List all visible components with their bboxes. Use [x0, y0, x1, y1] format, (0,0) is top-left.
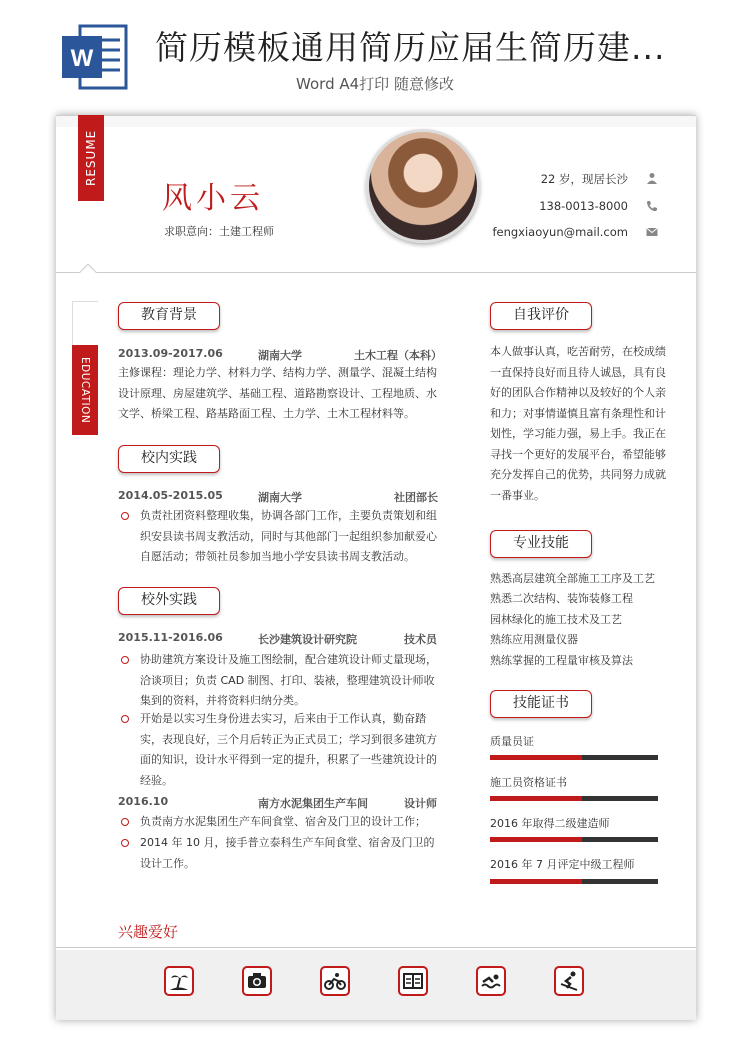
cert-bar-fill — [490, 837, 582, 842]
section-skills-title: 专业技能 — [490, 530, 592, 558]
top-header — [0, 0, 750, 110]
external-role-2: 设计师 — [404, 797, 437, 810]
resume-tab: RESUME — [78, 115, 104, 201]
external-period-1: 2015.11-2016.06 — [118, 631, 223, 644]
cert-label: 2016 年取得二级建造师 — [490, 817, 610, 830]
campus-row — [118, 489, 440, 503]
campus-role: 社团部长 — [394, 491, 438, 504]
word-icon-letter: W — [70, 45, 94, 72]
hobbies-band — [56, 950, 696, 1020]
reading-icon — [398, 966, 428, 996]
hobbies-divider — [56, 947, 696, 948]
education-major: 土木工程（本科） — [354, 349, 442, 362]
self-evaluation: 本人做事认真，吃苦耐劳，在校成绩一直保持良好而且待人诚恳，具有良好的团队合作精神以及较好的个人亲和力；对事情谨慎且富有条理性和计划性，学习能力强，易上手。我正在寻找一个更好的发展平台，希望能够充分发挥自己的优势，共同努力成就一番事业。 — [490, 345, 666, 502]
external-org-1: 长沙建筑设计研究院 — [258, 633, 357, 646]
page-title: 简历模板通用简历应届生简历建... — [155, 28, 666, 67]
cert-label: 质量员证 — [490, 735, 534, 748]
divider-notch — [80, 264, 97, 281]
campus-period: 2014.05-2015.05 — [118, 489, 223, 502]
cert-bar — [490, 755, 658, 760]
education-tab-label: EDUCATION — [72, 345, 98, 435]
education-tab — [72, 301, 98, 435]
header-divider — [56, 272, 696, 273]
education-courses: 主修课程：理论力学、材料力学、结构力学、测量学、混凝土结构设计原理、房屋建筑学、基础工程、道路勘察设计、工程地质、水文学、桥梁工程、路基路面工程、土力学、土木工程材料等。 — [118, 366, 437, 420]
external-bullet-1b: 开始是以实习生身份进去实习，后来由于工作认真，勤奋踏实，表现良好，三个月后转正为正式员工；学习到很多建筑方面的知识，设计水平得到一定的提升，积累了一些建筑设计的经验。 — [118, 709, 440, 791]
education-tab-top — [72, 301, 98, 347]
section-education-title: 教育背景 — [118, 302, 220, 330]
beach-icon — [164, 966, 194, 996]
section-certs-title: 技能证书 — [490, 690, 592, 718]
skill-item: 园林绿化的施工技术及工艺 — [490, 613, 622, 626]
campus-bullet: 负责社团资料整理收集，协调各部门工作，主要负责策划和组织安县读书周支教活动，同时与其他部门一起组织参加献爱心自愿活动；带领社员参加当地小学安县读书周支教活动。 — [118, 506, 440, 568]
education-period: 2013.09-2017.06 — [118, 347, 223, 360]
cycling-icon — [320, 966, 350, 996]
skill-item: 熟悉二次结构、装饰装修工程 — [490, 592, 633, 605]
phone-icon — [646, 200, 658, 212]
job-intent: 求职意向：土建工程师 — [164, 225, 274, 238]
camera-icon — [242, 966, 272, 996]
profile-photo — [366, 129, 480, 243]
external-row-2 — [118, 795, 440, 809]
skiing-icon — [554, 966, 584, 996]
skill-item: 熟练应用测量仪器 — [490, 633, 578, 646]
candidate-name: 风小云 — [162, 181, 264, 216]
education-school: 湖南大学 — [258, 349, 302, 362]
swimming-icon — [476, 966, 506, 996]
external-bullet-2a: 负责南方水泥集团生产车间食堂、宿舍及门卫的设计工作； — [118, 812, 440, 833]
cert-bar-fill — [490, 755, 582, 760]
contact-email: fengxiaoyun@mail.com — [492, 225, 628, 239]
skill-item: 熟练掌握的工程量审核及算法 — [490, 654, 633, 667]
external-bullet-2b: 2014 年 10 月，接手普立泰科生产车间食堂、宿舍及门卫的设计工作。 — [118, 833, 440, 874]
contact-phone: 138-0013-8000 — [539, 199, 628, 213]
external-bullet-1a: 协助建筑方案设计及施工图绘制，配合建筑设计师丈量现场，洽谈项目；负责 CAD 制图、打印、装裱，整理建筑设计师收集到的资料，并将资料归纳分类。 — [118, 650, 440, 712]
cert-bar-fill — [490, 796, 582, 801]
skill-item: 熟悉高层建筑全部施工工序及工艺 — [490, 572, 655, 585]
cert-bar-fill — [490, 879, 582, 884]
person-icon — [646, 172, 658, 184]
page-subtitle: Word A4打印 随意修改 — [296, 75, 454, 93]
sheet-top-band — [56, 115, 696, 127]
cert-label: 2016 年 7 月评定中级工程师 — [490, 858, 635, 871]
campus-org: 湖南大学 — [258, 491, 302, 504]
cert-bar — [490, 879, 658, 884]
hobbies-title: 兴趣爱好 — [118, 923, 179, 941]
cert-bar — [490, 837, 658, 842]
contact-age: 22 岁，现居长沙 — [540, 172, 628, 186]
section-self-title: 自我评价 — [490, 302, 592, 330]
external-role-1: 技术员 — [404, 633, 437, 646]
external-period-2: 2016.10 — [118, 795, 169, 808]
section-external-title: 校外实践 — [118, 587, 220, 615]
section-campus-title: 校内实践 — [118, 445, 220, 473]
education-row — [118, 347, 440, 361]
external-row-1 — [118, 631, 440, 645]
cert-bar — [490, 796, 658, 801]
external-org-2: 南方水泥集团生产车间 — [258, 797, 368, 810]
resume-sheet — [56, 115, 696, 1020]
cert-label: 施工员资格证书 — [490, 776, 567, 789]
mail-icon — [646, 226, 658, 238]
